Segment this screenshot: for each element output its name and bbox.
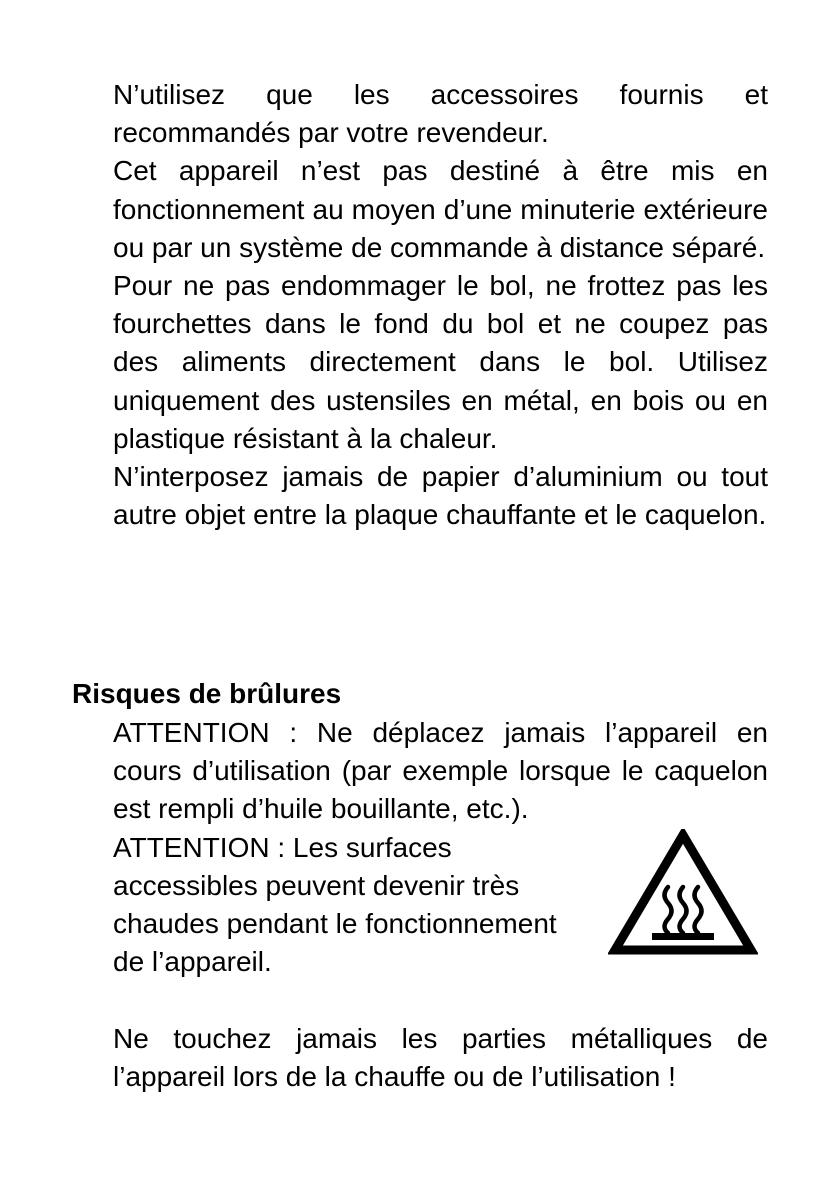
instruction-accessories: N’utilisez que les accessoires fournis et recommandés par votre revendeur.	[113, 79, 768, 149]
safety-instructions-list	[113, 76, 768, 534]
section-heading-burns: Risques de brûlures	[72, 678, 342, 709]
warning-metal-parts: Ne touchez jamais les parties métalliques de l’appareil lors de la chauffe ou de l’utilisation !	[113, 1022, 768, 1092]
warning-hot-surfaces: ATTENTION : Les surfaces accessibles peuvent devenir très chaudes pendant le fonctionnement de l’appareil.	[113, 831, 557, 978]
hot-surface-warning-icon	[608, 829, 758, 957]
warning-do-not-move: ATTENTION : Ne déplacez jamais l’appareil en cours d’utilisation (par exemple lorsque le caquelon est rempli d’huile bouillante, etc.).	[113, 717, 768, 825]
instruction-aluminium: N’interposez jamais de papier d’aluminium ou tout autre objet entre la plaque chauffante et le caquelon.	[113, 461, 768, 531]
instruction-timer: Cet appareil n’est pas destiné à être mis en fonctionnement au moyen d’une minuterie extérieure ou par un système de commande à distance séparé.	[113, 155, 768, 263]
hot-surface-warning	[113, 829, 768, 1020]
instruction-bowl: Pour ne pas endommager le bol, ne frottez pas les fourchettes dans le fond du bol et ne coupez pas des aliments directement dans le bol. Utilisez uniquement des ustensiles en métal, en bois ou en plastique résistant à la chaleur.	[113, 270, 768, 454]
burn-risk-list	[113, 714, 768, 1096]
